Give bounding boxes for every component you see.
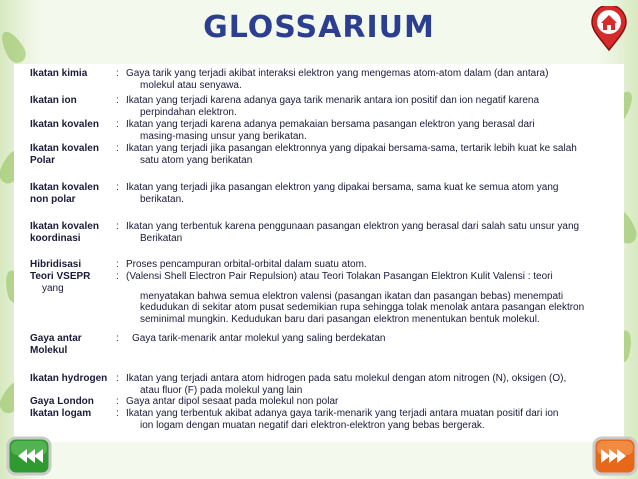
entry-definition [126,373,621,396]
entry-definition [126,182,621,205]
entry-colon: : [116,143,119,154]
definition-line: Gaya antar dipol sesaat pada molekul non polar [126,396,339,407]
entry-term: Ikatan hydrogen [30,373,108,384]
definition-line: Proses pencampuran orbital-orbital dalam suatu atom. [126,259,367,270]
definition-line: Ikatan yang terbentuk akibat adanya gaya tarik-menarik yang terjadi antara muatan positif dari ion [126,408,559,419]
entry-definition [126,396,621,408]
definition-line: Gaya tarik-menarik antar molekul yang saling berdekatan [132,333,386,344]
entry-term [30,143,116,166]
term-line: non polar [30,193,76,205]
entry-term: Hibridisasi [30,259,82,270]
entry-term [30,221,116,244]
entry-colon: : [116,182,119,193]
definition-line: Ikatan yang terjadi jika pasangan elektronnya yang dipakai bersama-sama, tertarik lebih kuat ke salah [126,143,577,154]
term-line: Molekul [30,344,68,356]
entry-colon: : [116,68,119,79]
term-line: koordinasi [30,232,81,244]
definition-line: Ikatan yang terjadi karena adanya gaya tarik menarik antara ion positif dan ion negatif karena [126,95,540,106]
definition-line: atau fluor (F) pada molekul yang lain [140,384,303,396]
definition-line: seminimal mungkin. Kedudukan baru dari pasangan elektron menentukan bentuk molekul. [140,313,540,325]
entry-colon: : [116,408,119,419]
entry-term: Teori VSEPR [30,271,91,282]
definition-line: Ikatan yang terjadi karena adanya pemakaian bersama pasangan elektron yang berasal dari [126,119,535,130]
entry-colon: : [116,119,119,130]
definition-line: ion logam dengan muatan negatif dari elektron-elektron yang bebas bergerak. [140,419,485,431]
entry-definition [126,259,621,271]
entry-term [30,333,116,356]
home-icon [590,6,628,52]
definition-line: Ikatan yang terjadi jika pasangan elektron yang dipakai bersama, sama kuat ke semua atom yang [126,182,559,193]
entry-term: Gaya London [30,396,94,407]
fast-forward-icon [592,436,638,476]
definition-line: menyatakan bahwa semua elektron valensi (pasangan ikatan dan pasangan bebas) menempati [140,290,564,302]
definition-line: Ikatan yang terjadi antara atom hidrogen pada satu molekul dengan atom nitrogen (N), oksigen (O), [126,373,567,384]
entry-colon: : [116,396,119,407]
term-line: Ikatan kovalen [30,143,99,154]
home-button[interactable] [590,6,628,52]
entry-term: Ikatan kovalen [30,119,99,130]
entry-term: Ikatan ion [30,95,77,106]
definition-line: Berikatan [140,232,183,244]
definition-line: Gaya tarik yang terjadi akibat interaksi elektron yang mengemas atom-atom dalam (dan antara) [126,68,549,79]
definition-line: perpindahan elektron. [140,106,237,118]
entry-term [30,182,116,205]
page-title: GLOSSARIUM [203,10,435,45]
term-line: Ikatan kovalen [30,221,99,232]
definition-line: Ikatan yang terbentuk karena penggunaan pasangan elektron yang berasal dari salah satu unsur yang [126,221,580,232]
entry-definition [126,271,621,325]
term-line: Gaya antar [30,333,82,344]
entry-term-extra: yang [42,282,64,294]
entry-colon: : [116,373,119,384]
previous-button[interactable] [6,436,52,476]
term-line: Ikatan kovalen [30,182,99,193]
definition-line: berikatan. [140,193,184,205]
entry-term: Ikatan logam [30,408,92,419]
entry-colon: : [116,271,119,282]
entry-colon: : [116,259,119,270]
entry-definition [126,95,621,118]
definition-line: molekul atau senyawa. [140,79,242,91]
entry-definition [126,119,621,142]
entry-colon: : [116,95,119,106]
entry-colon: : [116,221,119,232]
next-button[interactable] [592,436,638,476]
term-line: Polar [30,154,56,166]
entry-definition [132,333,627,345]
definition-line: (Valensi Shell Electron Pair Repulsion) atau Teori Tolakan Pasangan Elektron Kulit Valensi : teori [126,271,553,282]
definition-line: masing-masing unsur yang berikatan. [140,130,307,142]
entry-definition [126,221,621,244]
entry-colon: : [116,333,119,344]
entry-definition [126,68,621,91]
entry-definition [126,143,621,166]
entry-term: Ikatan kimia [30,68,88,79]
definition-line: satu atom yang berikatan [140,154,253,166]
rewind-icon [6,436,52,476]
definition-line: kedudukan di sekitar atom pusat sedemikian rupa sehingga tolak menolak antara pasangan elektron [140,302,585,314]
entry-definition [126,408,621,431]
